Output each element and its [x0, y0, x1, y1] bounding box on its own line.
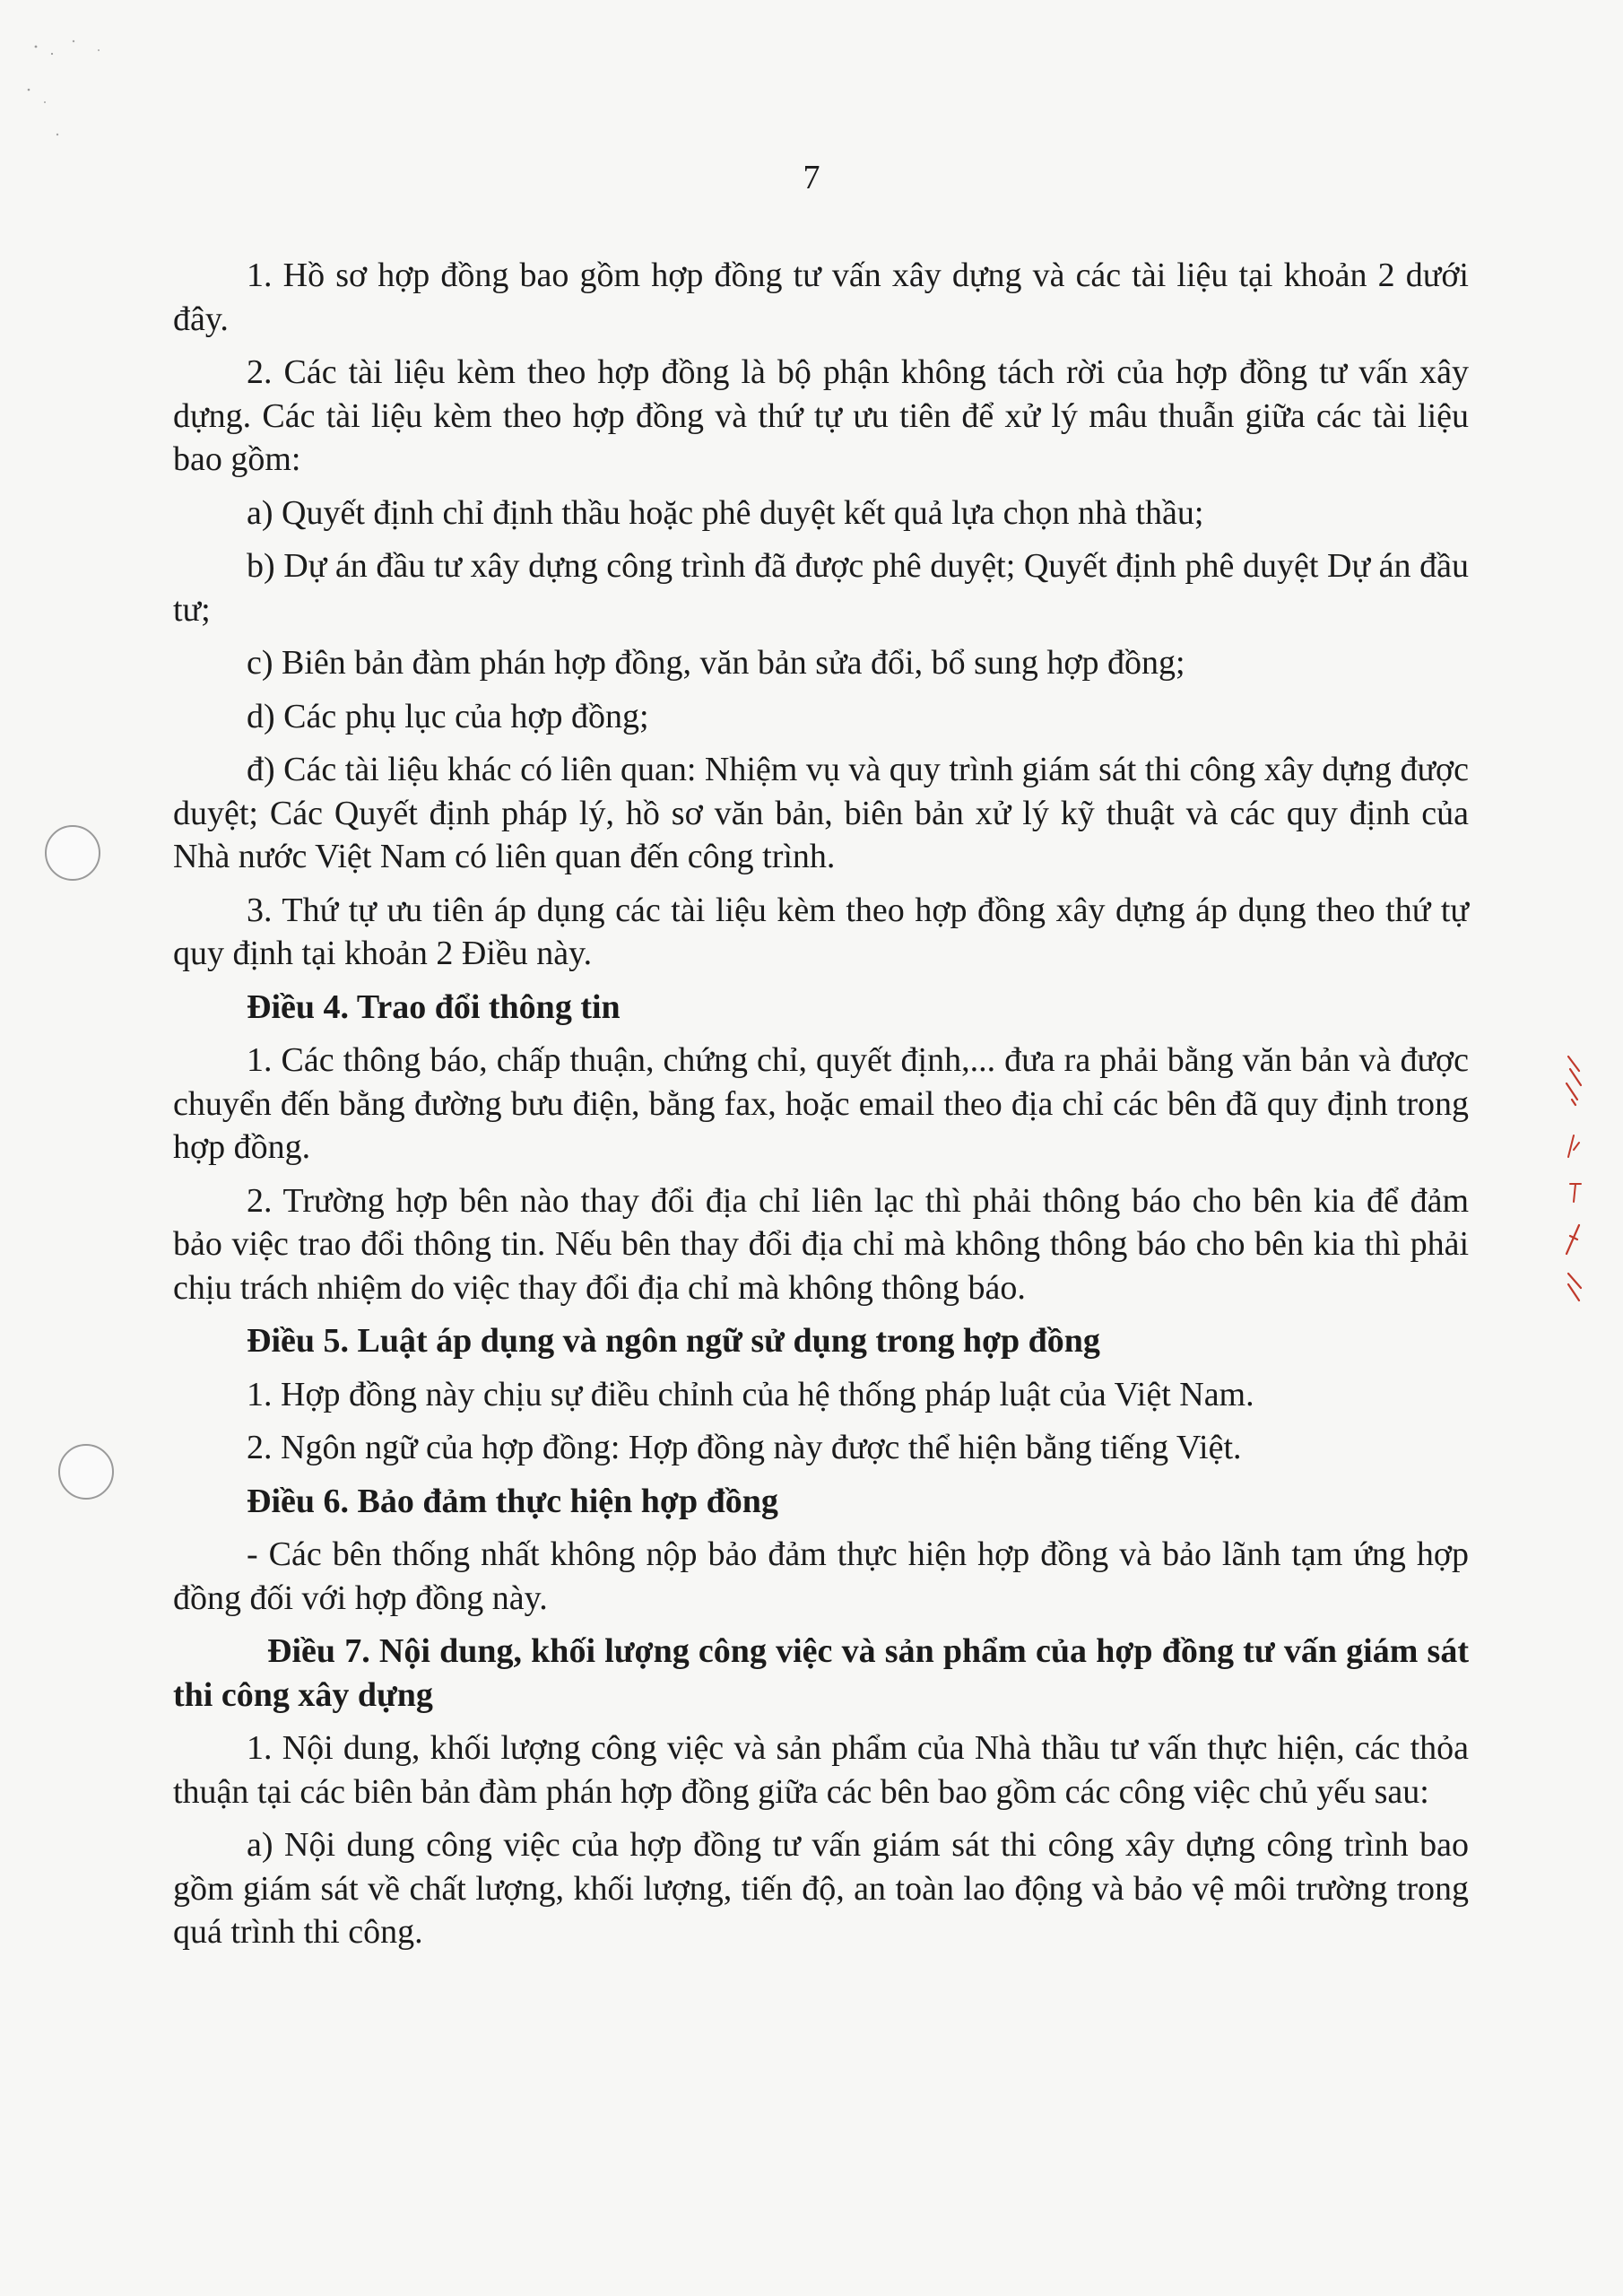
clause-4-2: 2. Trường hợp bên nào thay đổi địa chỉ liên lạc thì phải thông báo cho bên kia để đảm bảo việc trao đổi thông tin. Nếu bên thay đổi địa chỉ mà không thông báo cho bên kia thì phải chịu trách nhiệm do việc thay đổi địa chỉ mà không thông báo. [173, 1181, 1469, 1307]
clause-3-2: 2. Các tài liệu kèm theo hợp đồng là bộ phận không tách rời của hợp đồng tư vấn xây dựng. Các tài liệu kèm theo hợp đồng và thứ tự ưu tiên để xử lý mâu thuẫn giữa các tài liệu bao gồm: [173, 353, 1469, 478]
article-7-heading: Điều 7. Nội dung, khối lượng công việc và sản phẩm của hợp đồng tư vấn giám sát thi công xây dựng [173, 1632, 1469, 1714]
document-body [173, 254, 1469, 1964]
article-5-heading: Điều 5. Luật áp dụng và ngôn ngữ sử dụng trong hợp đồng [247, 1322, 1100, 1360]
clause-3-2-d: d) Các phụ lục của hợp đồng; [247, 697, 649, 735]
clause-3-2-b: b) Dự án đầu tư xây dựng công trình đã được phê duyệt; Quyết định phê duyệt Dự án đầu tư; [173, 547, 1469, 629]
clause-3-2-c: c) Biên bản đàm phán hợp đồng, văn bản sửa đổi, bổ sung hợp đồng; [247, 644, 1185, 682]
scan-noise-marks [18, 27, 126, 152]
clause-7-1: 1. Nội dung, khối lượng công việc và sản phẩm của Nhà thầu tư vấn thực hiện, các thỏa thuận tại các biên bản đàm phán hợp đồng giữa các bên bao gồm các công việc chủ yếu sau: [173, 1729, 1469, 1811]
clause-3-2-dd: đ) Các tài liệu khác có liên quan: Nhiệm vụ và quy trình giám sát thi công xây dựng được duyệt; Các Quyết định pháp lý, hồ sơ văn bản, biên bản xử lý kỹ thuật và các quy định của Nhà nước Việt Nam có liên quan đến công trình. [173, 751, 1469, 875]
clause-3-1: 1. Hồ sơ hợp đồng bao gồm hợp đồng tư vấn xây dựng và các tài liệu tại khoản 2 dưới đây. [173, 257, 1469, 338]
clause-5-2: 2. Ngôn ngữ của hợp đồng: Hợp đồng này được thể hiện bằng tiếng Việt. [247, 1429, 1242, 1466]
clause-6: - Các bên thống nhất không nộp bảo đảm thực hiện hợp đồng và bảo lãnh tạm ứng hợp đồng đối với hợp đồng này. [173, 1535, 1469, 1617]
punch-hole [58, 1444, 114, 1500]
red-margin-initials [1556, 1049, 1592, 1309]
clause-7-1-a: a) Nội dung công việc của hợp đồng tư vấn giám sát thi công xây dựng công trình bao gồm giám sát về chất lượng, khối lượng, tiến độ, an toàn lao động và bảo vệ môi trường trong quá trình thi công. [173, 1826, 1469, 1951]
clause-4-1: 1. Các thông báo, chấp thuận, chứng chỉ, quyết định,... đưa ra phải bằng văn bản và được chuyển đến bằng đường bưu điện, bằng fax, hoặc email theo địa chỉ các bên đã quy định trong hợp đồng. [173, 1041, 1469, 1166]
punch-hole [45, 825, 100, 881]
article-6-heading: Điều 6. Bảo đảm thực hiện hợp đồng [247, 1482, 778, 1520]
clause-5-1: 1. Hợp đồng này chịu sự điều chỉnh của hệ thống pháp luật của Việt Nam. [247, 1375, 1254, 1413]
article-4-heading: Điều 4. Trao đổi thông tin [247, 987, 621, 1026]
clause-3-3: 3. Thứ tự ưu tiên áp dụng các tài liệu kèm theo hợp đồng xây dựng áp dụng theo thứ tự quy định tại khoản 2 Điều này. [173, 891, 1469, 972]
page-number: 7 [803, 159, 820, 196]
clause-3-2-a: a) Quyết định chỉ định thầu hoặc phê duyệt kết quả lựa chọn nhà thầu; [247, 493, 1204, 532]
